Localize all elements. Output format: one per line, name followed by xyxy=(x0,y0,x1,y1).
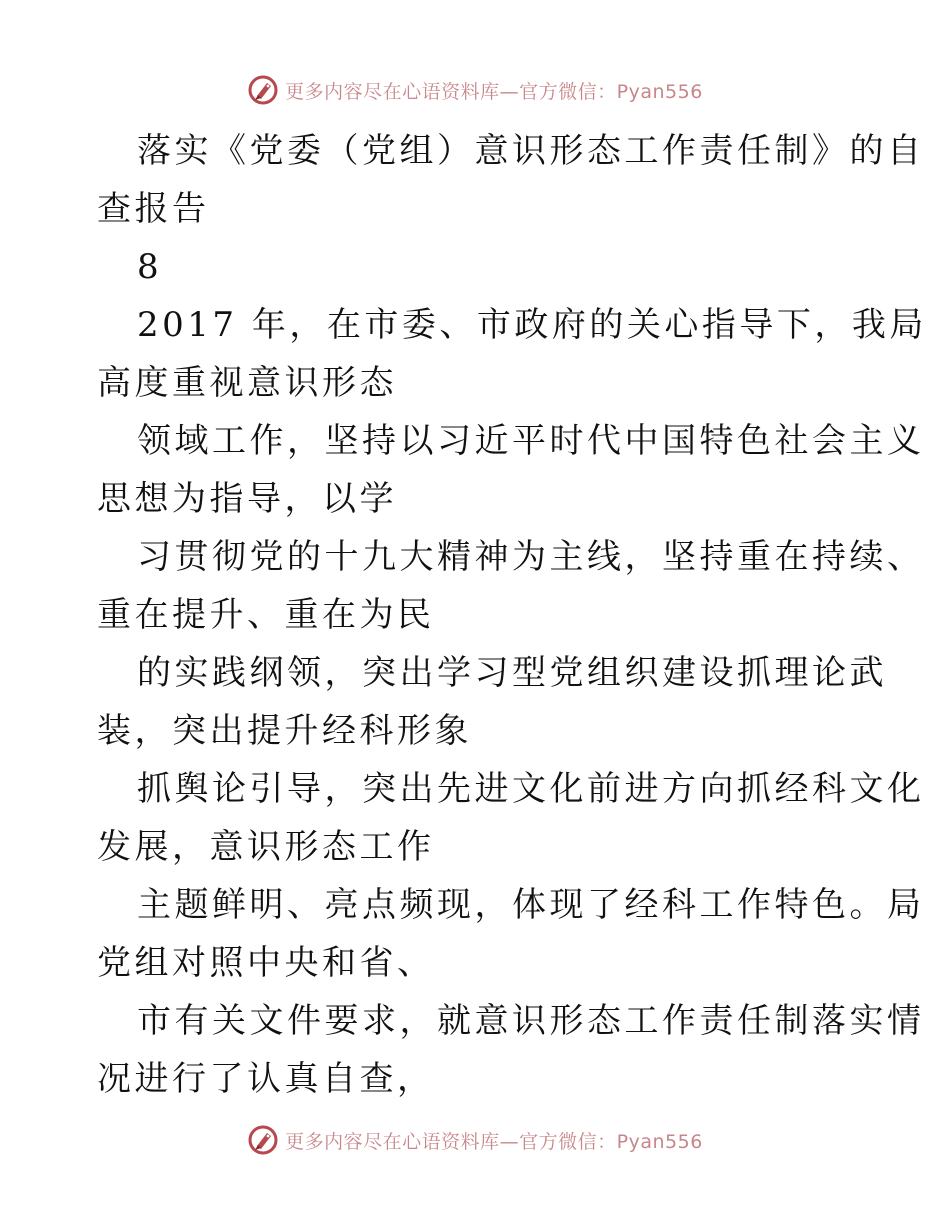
paragraph-line: 高度重视意识形态 xyxy=(97,363,397,403)
fountain-pen-logo-icon xyxy=(247,74,279,106)
paragraph-line: 的实践纲领，突出学习型党组织建设抓理论武 xyxy=(137,653,887,693)
doc-title-line-1: 落实《党委（党组）意识形态工作责任制》的自 xyxy=(137,131,925,171)
paragraph-line: 装，突出提升经科形象 xyxy=(97,711,472,751)
paragraph-line: 发展，意识形态工作 xyxy=(97,827,435,867)
footer-banner xyxy=(0,1120,950,1160)
paragraph-line: 领域工作，坚持以习近平时代中国特色社会主义 xyxy=(137,421,925,461)
fountain-pen-logo-icon xyxy=(247,1124,279,1156)
footer-banner-text: 更多内容尽在心语资料库—官方微信：Pyan556 xyxy=(285,1130,703,1153)
paragraph-line: 党组对照中央和省、 xyxy=(97,943,435,983)
paragraph-line: 主题鲜明、亮点频现，体现了经科工作特色。局 xyxy=(137,885,925,925)
document-body xyxy=(97,122,927,1108)
paragraph-line: 思想为指导，以学 xyxy=(97,479,397,519)
paragraph-line: 抓舆论引导，突出先进文化前进方向抓经科文化 xyxy=(137,769,925,809)
header-banner xyxy=(0,70,950,110)
header-banner-text: 更多内容尽在心语资料库—官方微信：Pyan556 xyxy=(285,80,703,103)
paragraph-line: 习贯彻党的十九大精神为主线，坚持重在持续、 xyxy=(137,537,925,577)
doc-number-line: 8 xyxy=(137,247,163,287)
paragraph-line: 2017 年，在市委、市政府的关心指导下，我局 xyxy=(137,305,927,345)
paragraph-line: 况进行了认真自查， xyxy=(97,1059,435,1099)
paragraph-line: 市有关文件要求，就意识形态工作责任制落实情 xyxy=(137,1001,925,1041)
paragraph-line: 重在提升、重在为民 xyxy=(97,595,435,635)
doc-title-line-2: 查报告 xyxy=(97,189,210,229)
